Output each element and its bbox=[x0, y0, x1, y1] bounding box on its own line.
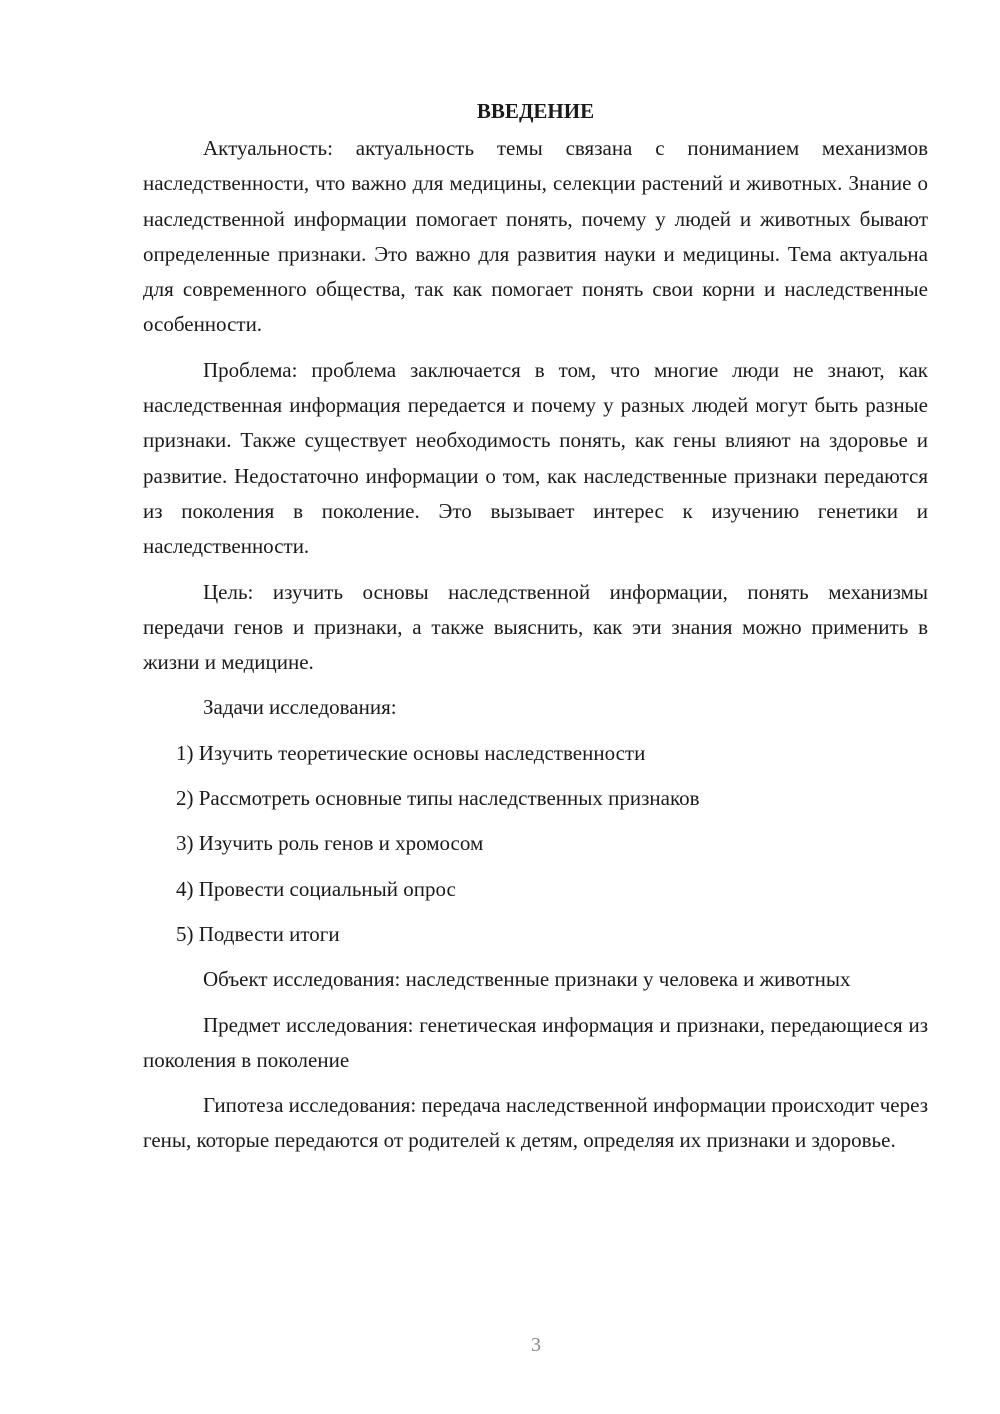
task-item-3: 3) Изучить роль генов и хромосом bbox=[176, 831, 484, 856]
task-list bbox=[143, 736, 928, 952]
object-paragraph: Объект исследования: наследственные признаки у человека и животных bbox=[203, 967, 851, 992]
goal-paragraph: Цель: изучить основы наследственной информации, понять механизмы передачи генов и признаки, а также выяснить, как эти знания можно применить в жизни и медицине. bbox=[143, 579, 928, 675]
document-page bbox=[143, 96, 928, 1169]
task-item-4: 4) Провести социальный опрос bbox=[176, 876, 456, 901]
task-item-5: 5) Подвести итоги bbox=[176, 921, 340, 946]
page-number: 3 bbox=[531, 1334, 541, 1356]
page-title: ВВЕДЕНИЕ bbox=[476, 99, 595, 123]
tasks-heading: Задачи исследования: bbox=[203, 695, 397, 720]
subject-paragraph: Предмет исследования: генетическая информация и признаки, передающиеся из поколения в поколение bbox=[143, 1012, 928, 1072]
task-item-1: 1) Изучить теоретические основы наследственности bbox=[176, 740, 646, 765]
relevance-paragraph: Актуальность: актуальность темы связана с пониманием механизмов наследственности, что важно для медицины, селекции растений и животных. Знание о наследственной информации помогает понять, почему у людей и животных бывают определенные признаки. Это важно для развития науки и медицины. Тема актуальна для современного общества, так как помогает понять свои корни и наследственные особенности. bbox=[143, 136, 928, 337]
problem-paragraph: Проблема: проблема заключается в том, что многие люди не знают, как наследственная информация передается и почему у разных людей могут быть разные признаки. Также существует необходимость понять, как гены влияют на здоровье и развитие. Недостаточно информации о том, как наследственные признаки передаются из поколения в поколение. Это вызывает интерес к изучению генетики и наследственности. bbox=[143, 357, 928, 559]
hypothesis-paragraph: Гипотеза исследования: передача наследственной информации происходит через гены, которые передаются от родителей к детям, определяя их признаки и здоровье. bbox=[143, 1093, 928, 1153]
task-item-2: 2) Рассмотреть основные типы наследственных признаков bbox=[176, 786, 700, 811]
